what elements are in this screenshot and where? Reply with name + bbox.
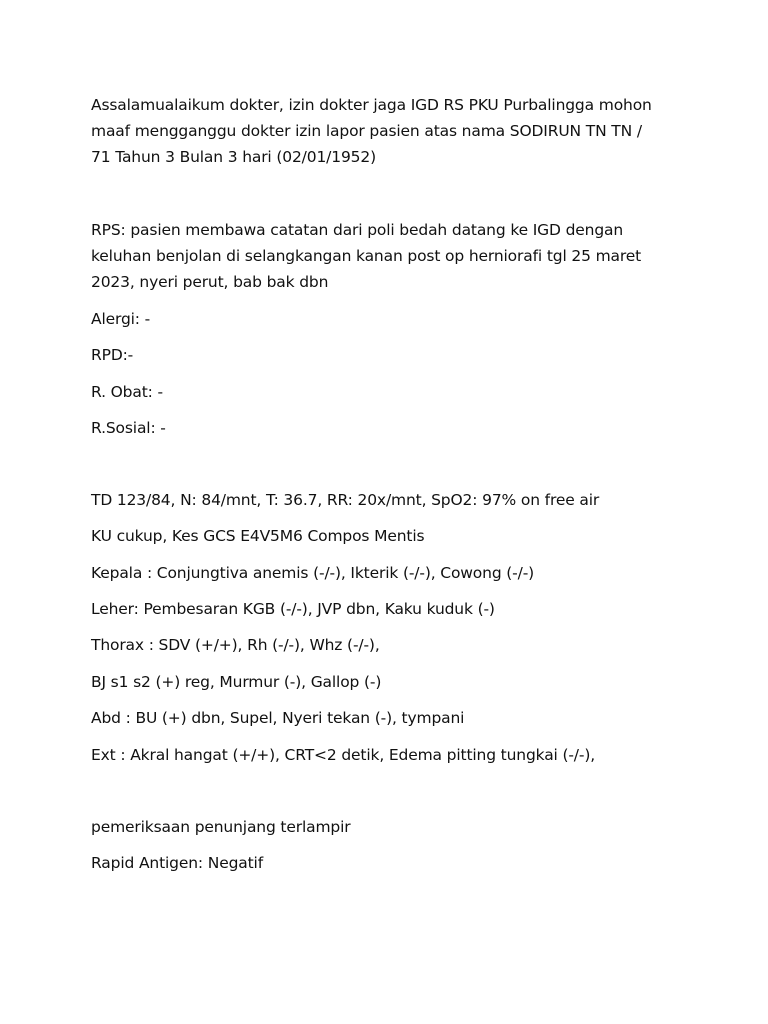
- vitals-line: TD 123/84, N: 84/mnt, T: 36.7, RR: 20x/mnt, SpO2: 97% on free air: [91, 491, 600, 509]
- penunjang-line: pemeriksaan penunjang terlampir: [91, 818, 351, 836]
- rps-line-1: RPS: pasien membawa catatan dari poli bedah datang ke IGD dengan: [91, 221, 624, 239]
- rapid-antigen-line: Rapid Antigen: Negatif: [91, 854, 264, 872]
- r-sosial-line: R.Sosial: -: [91, 419, 166, 437]
- ku-line: KU cukup, Kes GCS E4V5M6 Compos Mentis: [91, 527, 425, 545]
- greeting-line-3: 71 Tahun 3 Bulan 3 hari (02/01/1952): [91, 148, 376, 166]
- greeting-line-1: Assalamualaikum dokter, izin dokter jaga IGD RS PKU Purbalingga mohon: [91, 96, 652, 114]
- leher-line: Leher: Pembesaran KGB (-/-), JVP dbn, Kaku kuduk (-): [91, 600, 495, 618]
- ext-line: Ext : Akral hangat (+/+), CRT<2 detik, Edema pitting tungkai (-/-),: [91, 746, 596, 764]
- r-obat-line: R. Obat: -: [91, 383, 163, 401]
- rps-line-3: 2023, nyeri perut, bab bak dbn: [91, 273, 329, 291]
- bj-line: BJ s1 s2 (+) reg, Murmur (-), Gallop (-): [91, 673, 382, 691]
- alergi-line: Alergi: -: [91, 310, 151, 328]
- abd-line: Abd : BU (+) dbn, Supel, Nyeri tekan (-), tympani: [91, 709, 465, 727]
- rps-line-2: keluhan benjolan di selangkangan kanan post op herniorafi tgl 25 maret: [91, 247, 642, 265]
- rpd-line: RPD:-: [91, 346, 134, 364]
- kepala-line: Kepala : Conjungtiva anemis (-/-), Ikterik (-/-), Cowong (-/-): [91, 564, 535, 582]
- thorax-line: Thorax : SDV (+/+), Rh (-/-), Whz (-/-),: [91, 636, 380, 654]
- greeting-line-2: maaf mengganggu dokter izin lapor pasien atas nama SODIRUN TN TN /: [91, 122, 642, 140]
